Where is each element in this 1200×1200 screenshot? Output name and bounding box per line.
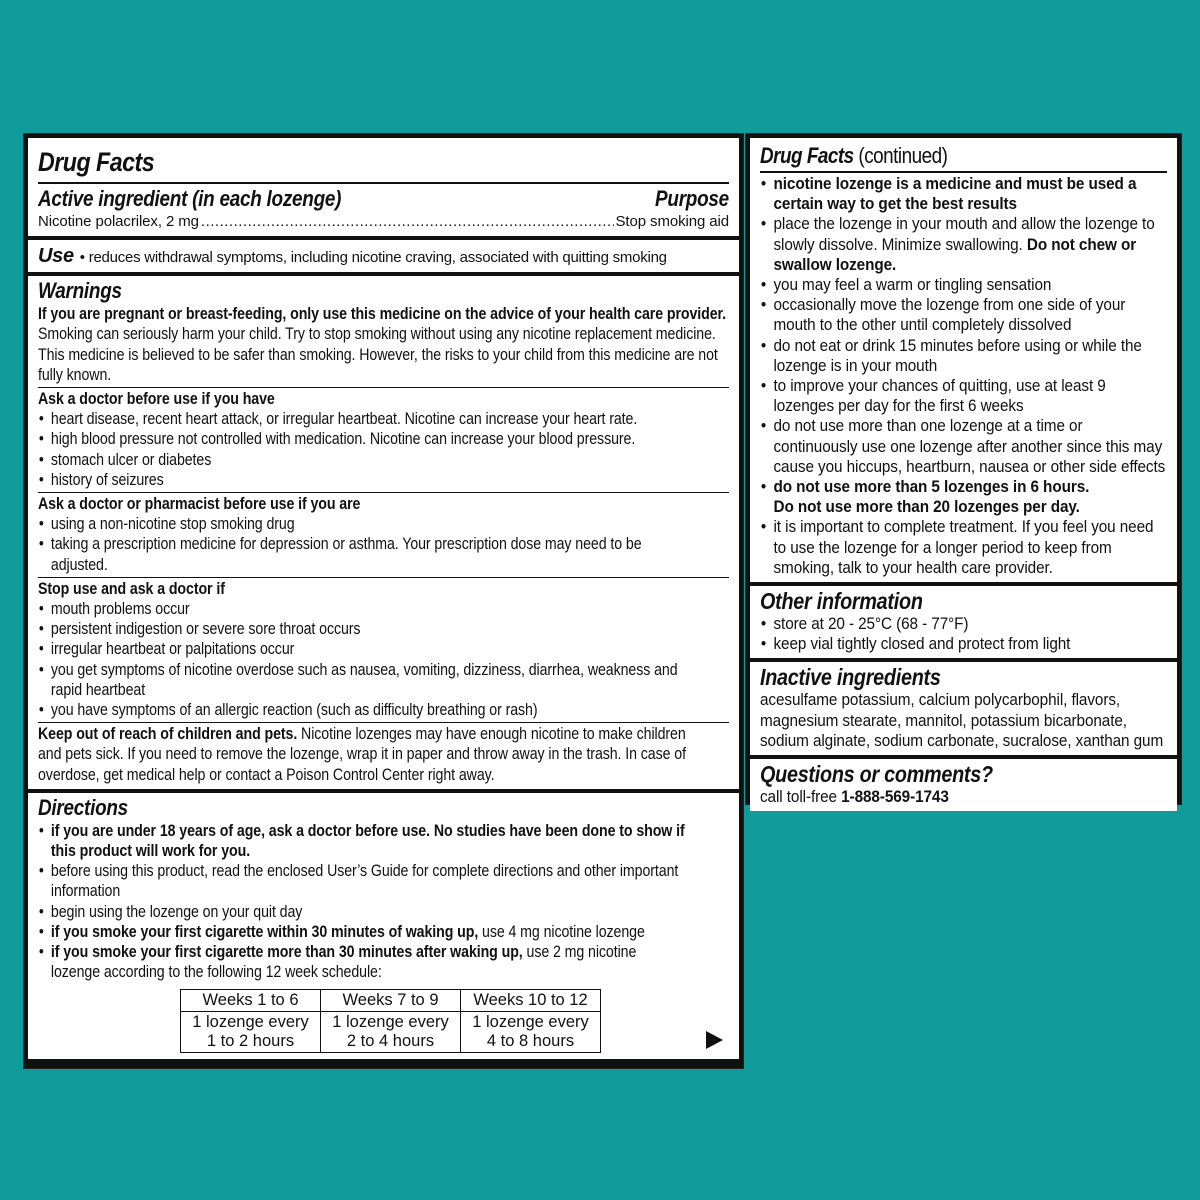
contact-line [760,787,1167,807]
list-item: • heart disease, recent heart attack, or irregular heartbeat. Nicotine can increase your heart rate. [38,409,729,429]
ingredient-name: Nicotine polacrilex, 2 mg [38,213,199,230]
inactive-ingredients-heading: Inactive ingredients [760,664,941,691]
list-item: • place the lozenge in your mouth and allow the lozenge to slowly dissolve. Minimize swallowing. Do not chew or swallow lozenge. [760,214,1167,275]
list-item: • using a non-nicotine stop smoking drug [38,514,729,534]
table-cell: 1 lozenge every 4 to 8 hours [461,1011,601,1052]
keep-out-bold: Keep out of reach of children and pets. [38,725,298,744]
active-ingredient-section [28,138,739,236]
list-item: • you may feel a warm or tingling sensation [760,275,1167,295]
questions-heading: Questions or comments? [760,761,993,788]
directions-heading: Directions [38,794,128,820]
list-item: • irregular heartbeat or palpitations occur [38,639,729,659]
title-text: Drug Facts [760,143,854,168]
table-header-row [181,989,601,1011]
drug-facts-panel [24,134,743,1068]
list-item: • history of seizures [38,470,729,490]
table-row [181,1011,601,1052]
ingredient-purpose: Stop smoking aid [615,213,729,230]
directions-section [28,793,739,1059]
drug-facts-continued-title [760,141,1110,171]
list-item: • you have symptoms of an allergic reaction (such as difficulty breathing or rash) [38,700,729,720]
table-cell: 1 lozenge every 1 to 2 hours [181,1011,321,1052]
list-item: • nicotine lozenge is a medicine and must be used a certain way to get the best results [760,174,1167,214]
active-ingredient-heading: Active ingredient (in each lozenge) [38,186,342,211]
leader-dots [201,212,614,232]
purpose-heading: Purpose [655,186,729,211]
schedule-table [180,989,601,1053]
list-item: • before using this product, read the enclosed User’s Guide for complete directions and other important information [38,861,729,901]
use-heading: Use [38,245,74,268]
list-item: • taking a prescription medicine for depression or asthma. Your prescription dose may need to be adjusted. [38,534,729,574]
list-item: • begin using the lozenge on your quit day [38,902,729,922]
table-cell: 1 lozenge every 2 to 4 hours [321,1011,461,1052]
keep-out-of-reach [38,724,729,785]
ask-pharmacist-block [38,494,729,575]
list-item: • you get symptoms of nicotine overdose such as nausea, vomiting, dizziness, diarrhea, weakness and rapid heartbeat [38,660,729,700]
continued-directions-section [750,138,1177,582]
divider [760,171,1167,173]
pregnancy-warning-text: Smoking can seriously harm your child. Try to stop smoking without using any nicotine replacement medicine. This medicine is believed to be safer than smoking. However, the risks to your child from this medicine are not fully known. [38,325,718,384]
list-item: • occasionally move the lozenge from one side of your mouth to the other until completely dissolved [760,295,1167,335]
warnings-heading: Warnings [38,278,122,304]
drug-facts-title: Drug Facts [38,147,155,177]
divider [38,492,729,493]
stop-use-heading: Stop use and ask a doctor if [38,579,225,598]
use-section [28,240,739,272]
ask-doctor-block [38,389,729,490]
questions-section [750,759,1177,811]
list-item: • do not eat or drink 15 minutes before using or while the lozenge is in your mouth [760,336,1167,376]
title-suffix: (continued) [853,143,948,168]
list-item: • mouth problems occur [38,599,729,619]
list-item: • store at 20 - 25°C (68 - 77°F) [760,614,1167,634]
table-header: Weeks 10 to 12 [461,989,601,1011]
contact-prefix: call toll-free [760,787,842,807]
drug-facts-continued-panel [746,134,1181,807]
other-information-section [750,586,1177,658]
list-item: • keep vial tightly closed and protect from light [760,634,1167,654]
list-item: • stomach ulcer or diabetes [38,450,729,470]
play-arrow-icon [706,1031,723,1049]
use-text: • reduces withdrawal symptoms, including nicotine craving, associated with quitting smoking [79,249,667,267]
inactive-ingredients-text: acesulfame potassium, calcium polycarbophil, flavors, magnesium stearate, mannitol, potassium bicarbonate, sodium alginate, sodium carbonate, sucralose, xanthan gum [760,690,1164,750]
dosing-schedule [38,989,729,1053]
ingredient-row [38,212,729,232]
list-item: • do not use more than one lozenge at a time or continuously use one lozenge after another since this may cause you hiccups, heartburn, nausea or other side effects [760,416,1167,477]
warnings-section [28,276,739,789]
list-item: • it is important to complete treatment. If you feel you need to use the lozenge for a longer period to keep from smoking, talk to your health care provider. [760,517,1167,578]
pregnancy-warning [38,304,729,385]
divider [38,577,729,578]
divider [38,387,729,388]
list-item: • if you smoke your first cigarette within 30 minutes of waking up, use 4 mg nicotine lozenge [38,922,729,942]
phone-number[interactable]: 1-888-569-1743 [841,787,949,807]
list-item: • do not use more than 5 lozenges in 6 hours. Do not use more than 20 lozenges per day. [760,477,1167,517]
list-item: • high blood pressure not controlled with medication. Nicotine can increase your blood pressure. [38,429,729,449]
divider [38,182,729,184]
list-item: • to improve your chances of quitting, use at least 9 lozenges per day for the first 6 weeks [760,376,1167,416]
inactive-ingredients-section [750,662,1177,755]
stop-use-block [38,579,729,720]
table-header: Weeks 7 to 9 [321,989,461,1011]
list-item: • if you smoke your first cigarette more than 30 minutes after waking up, use 2 mg nicotine lozenge according to the following 12 week schedule: [38,942,729,982]
divider [38,722,729,723]
ask-doctor-heading: Ask a doctor before use if you have [38,390,275,409]
keep-out-text: Nicotine lozenges may have enough nicotine to make children and pets sick. If you need to remove the lozenge, wrap it in paper and throw away in the trash. In case of overdose, get medical help or contact a Poison Control Center right away. [38,725,686,784]
list-item: • persistent indigestion or severe sore throat occurs [38,619,729,639]
pregnancy-warning-bold: If you are pregnant or breast-feeding, only use this medicine on the advice of your health care provider. [38,305,727,324]
ask-pharmacist-heading: Ask a doctor or pharmacist before use if you are [38,495,361,514]
table-header: Weeks 1 to 6 [181,989,321,1011]
list-item: • if you are under 18 years of age, ask a doctor before use. No studies have been done to show if this product will work for you. [38,821,729,861]
other-information-heading: Other information [760,588,923,615]
